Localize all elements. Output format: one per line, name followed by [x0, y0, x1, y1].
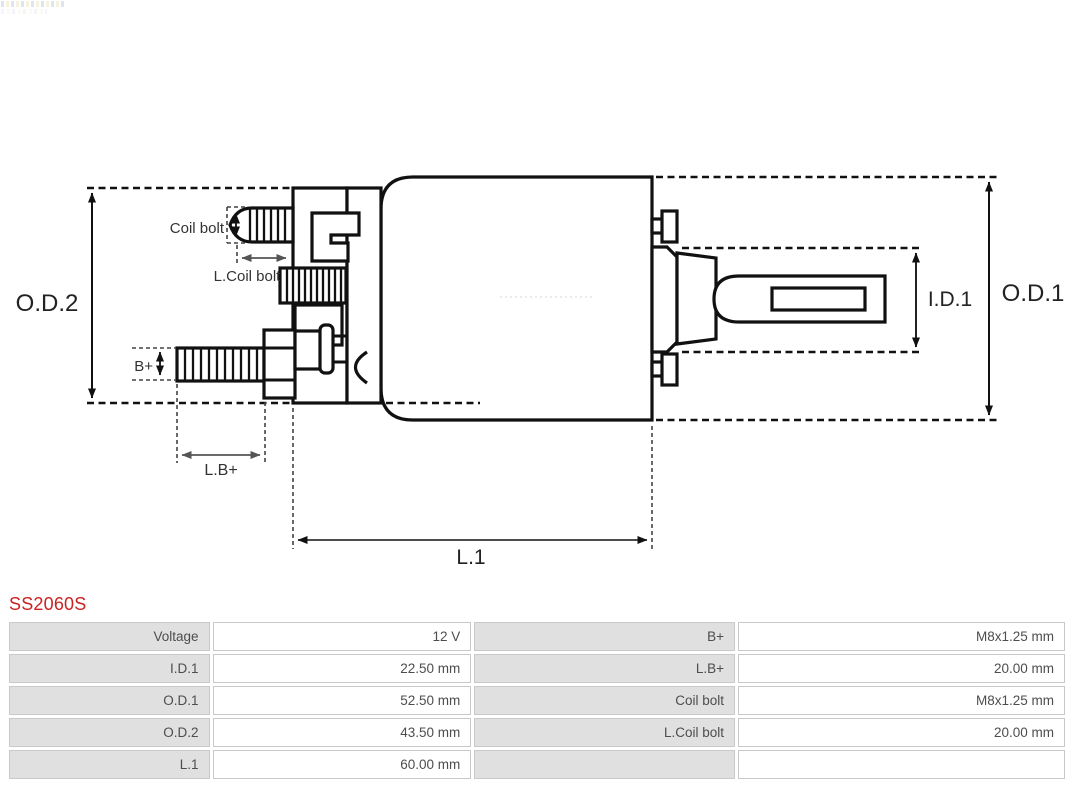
- dim-label-coil-bolt: Coil bolt: [169, 220, 224, 237]
- spec-label: O.D.2: [9, 718, 210, 747]
- dim-label-lcoil-bolt: L.Coil bolt: [213, 268, 281, 285]
- spec-row: [9, 718, 1065, 747]
- spec-label: O.D.1: [9, 686, 210, 715]
- spec-row: [9, 654, 1065, 683]
- dim-label-b-plus: B+: [134, 358, 153, 375]
- dim-label-l1: L.1: [456, 546, 486, 569]
- terminal-top: [662, 211, 677, 242]
- spec-row: [9, 686, 1065, 715]
- top-left-artifact-2: [1, 9, 47, 14]
- rear-cap: [652, 247, 677, 352]
- spec-row: [9, 750, 1065, 779]
- spec-label: I.D.1: [9, 654, 210, 683]
- spec-value: M8x1.25 mm: [738, 622, 1065, 651]
- b-plus-stud: [177, 348, 264, 381]
- spec-label: Voltage: [9, 622, 210, 651]
- spec-value: 20.00 mm: [738, 654, 1065, 683]
- coil-bolt-stud: [230, 208, 293, 242]
- b-plus-nut: [264, 330, 295, 398]
- spec-table: [6, 619, 1068, 782]
- spec-label: [474, 750, 735, 779]
- solenoid-body: [381, 177, 652, 420]
- b-plus-bushing: [295, 331, 322, 369]
- spec-value: 43.50 mm: [213, 718, 472, 747]
- dim-label-id1: I.D.1: [927, 288, 973, 311]
- spec-label: L.Coil bolt: [474, 718, 735, 747]
- spec-value: 52.50 mm: [213, 686, 472, 715]
- solenoid-outline: [177, 177, 885, 420]
- spec-value: 22.50 mm: [213, 654, 472, 683]
- spec-label: L.B+: [474, 654, 735, 683]
- spec-value: 12 V: [213, 622, 472, 651]
- plunger-slot: [772, 288, 865, 310]
- spec-value: 60.00 mm: [213, 750, 472, 779]
- dim-label-od1: O.D.1: [1001, 280, 1065, 307]
- rear-boot: [677, 253, 716, 344]
- spec-value: 20.00 mm: [738, 718, 1065, 747]
- spec-row: [9, 622, 1065, 651]
- spec-label: Coil bolt: [474, 686, 735, 715]
- dim-label-od2: O.D.2: [15, 290, 79, 317]
- terminal-bottom: [662, 354, 677, 385]
- dim-label-lb-plus: L.B+: [204, 462, 238, 479]
- spec-label: B+: [474, 622, 735, 651]
- spec-value: M8x1.25 mm: [738, 686, 1065, 715]
- spec-value: [738, 750, 1065, 779]
- spec-label: L.1: [9, 750, 210, 779]
- b-plus-flange: [320, 325, 333, 373]
- part-number: SS2060S: [9, 594, 87, 614]
- top-left-artifact: [1, 1, 65, 7]
